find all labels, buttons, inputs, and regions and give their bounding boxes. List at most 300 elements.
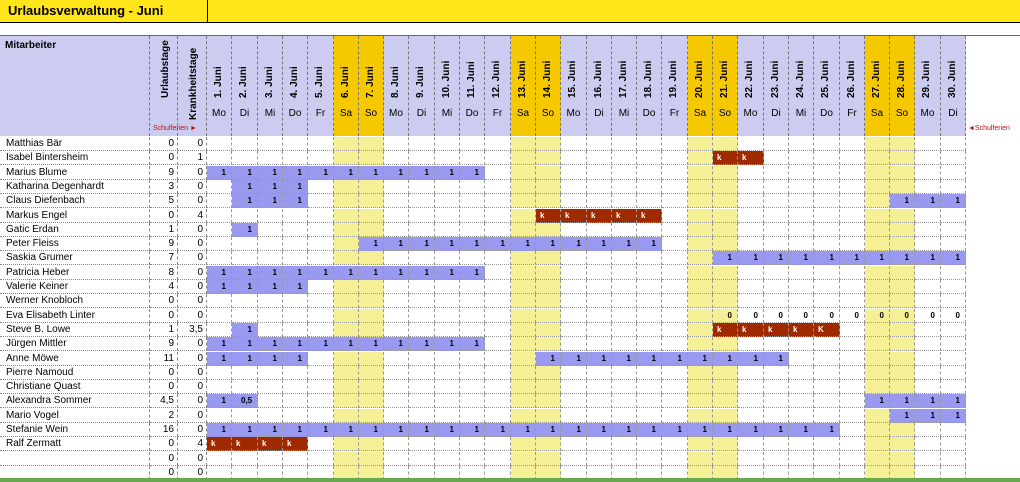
day-cell[interactable] <box>789 237 814 251</box>
day-header[interactable] <box>561 36 587 136</box>
day-cell[interactable] <box>941 280 966 294</box>
day-cell[interactable] <box>865 309 890 323</box>
sick-days-cell[interactable]: 3,5 <box>178 323 207 337</box>
day-cell[interactable] <box>587 437 612 451</box>
day-cell[interactable] <box>460 166 485 180</box>
day-cell[interactable] <box>637 423 662 437</box>
day-cell[interactable] <box>738 309 764 323</box>
day-cell[interactable] <box>435 280 460 294</box>
sick-days-cell[interactable]: 0 <box>178 309 207 323</box>
day-cell[interactable] <box>460 323 485 337</box>
day-cell[interactable] <box>840 394 865 408</box>
day-cell[interactable] <box>334 180 359 194</box>
day-cell[interactable] <box>612 323 637 337</box>
day-cell[interactable] <box>258 137 283 151</box>
day-cell[interactable] <box>308 194 334 208</box>
day-cell[interactable] <box>561 180 587 194</box>
day-cell[interactable] <box>840 309 865 323</box>
day-cell[interactable] <box>764 209 789 223</box>
sick-days-cell[interactable]: 0 <box>178 137 207 151</box>
day-cell[interactable] <box>738 151 764 165</box>
day-cell[interactable] <box>890 394 915 408</box>
day-cell[interactable] <box>612 380 637 394</box>
sick-days-cell[interactable]: 0 <box>178 380 207 394</box>
day-cell[interactable] <box>587 223 612 237</box>
day-header[interactable] <box>587 36 612 136</box>
day-cell[interactable] <box>561 352 587 366</box>
day-cell[interactable] <box>662 452 688 466</box>
day-cell[interactable] <box>915 223 941 237</box>
day-cell[interactable] <box>637 266 662 280</box>
day-cell[interactable] <box>409 266 435 280</box>
day-header[interactable] <box>536 36 561 136</box>
day-cell[interactable] <box>738 194 764 208</box>
sick-days-cell[interactable]: 1 <box>178 151 207 165</box>
day-cell[interactable] <box>941 423 966 437</box>
day-cell[interactable] <box>435 166 460 180</box>
day-cell[interactable] <box>258 309 283 323</box>
day-cell[interactable] <box>941 223 966 237</box>
day-cell[interactable] <box>915 237 941 251</box>
day-cell[interactable] <box>359 380 384 394</box>
day-cell[interactable] <box>460 309 485 323</box>
day-cell[interactable] <box>840 151 865 165</box>
day-cell[interactable] <box>890 352 915 366</box>
day-cell[interactable] <box>334 223 359 237</box>
day-cell[interactable] <box>460 409 485 423</box>
day-cell[interactable] <box>334 423 359 437</box>
day-cell[interactable] <box>258 194 283 208</box>
day-cell[interactable] <box>738 223 764 237</box>
day-cell[interactable] <box>764 180 789 194</box>
day-cell[interactable] <box>738 180 764 194</box>
day-cell[interactable] <box>536 180 561 194</box>
day-cell[interactable] <box>207 209 232 223</box>
day-cell[interactable] <box>511 151 536 165</box>
vacation-days-cell[interactable]: 16 <box>150 423 178 437</box>
day-cell[interactable] <box>384 194 409 208</box>
day-cell[interactable] <box>460 194 485 208</box>
day-cell[interactable] <box>587 266 612 280</box>
day-cell[interactable] <box>207 409 232 423</box>
day-cell[interactable] <box>662 323 688 337</box>
day-cell[interactable] <box>536 251 561 265</box>
vacation-days-cell[interactable]: 2 <box>150 409 178 423</box>
day-cell[interactable] <box>915 409 941 423</box>
day-header[interactable] <box>637 36 662 136</box>
day-cell[interactable] <box>713 309 738 323</box>
day-cell[interactable] <box>207 437 232 451</box>
day-cell[interactable] <box>612 266 637 280</box>
day-cell[interactable] <box>814 223 840 237</box>
day-cell[interactable] <box>637 380 662 394</box>
day-cell[interactable] <box>207 137 232 151</box>
day-cell[interactable] <box>334 366 359 380</box>
day-cell[interactable] <box>384 366 409 380</box>
day-cell[interactable] <box>738 251 764 265</box>
day-cell[interactable] <box>409 452 435 466</box>
day-cell[interactable] <box>207 323 232 337</box>
day-cell[interactable] <box>460 337 485 351</box>
day-cell[interactable] <box>764 137 789 151</box>
day-cell[interactable] <box>662 337 688 351</box>
day-cell[interactable] <box>511 337 536 351</box>
day-cell[interactable] <box>662 266 688 280</box>
sick-days-cell[interactable]: 0 <box>178 294 207 308</box>
day-cell[interactable] <box>207 394 232 408</box>
day-cell[interactable] <box>688 366 713 380</box>
day-cell[interactable] <box>485 266 511 280</box>
day-cell[interactable] <box>283 266 308 280</box>
day-cell[interactable] <box>435 437 460 451</box>
day-cell[interactable] <box>688 209 713 223</box>
day-cell[interactable] <box>561 209 587 223</box>
day-cell[interactable] <box>536 323 561 337</box>
day-cell[interactable] <box>587 166 612 180</box>
day-header[interactable] <box>738 36 764 136</box>
day-cell[interactable] <box>840 452 865 466</box>
employee-name-cell[interactable]: Katharina Degenhardt <box>0 180 150 194</box>
day-cell[interactable] <box>283 394 308 408</box>
day-cell[interactable] <box>865 409 890 423</box>
day-cell[interactable] <box>688 394 713 408</box>
day-cell[interactable] <box>890 137 915 151</box>
day-cell[interactable] <box>258 366 283 380</box>
day-cell[interactable] <box>283 151 308 165</box>
day-cell[interactable] <box>283 352 308 366</box>
day-cell[interactable] <box>865 266 890 280</box>
day-cell[interactable] <box>814 452 840 466</box>
day-cell[interactable] <box>511 237 536 251</box>
day-cell[interactable] <box>612 337 637 351</box>
day-cell[interactable] <box>536 409 561 423</box>
day-cell[interactable] <box>789 180 814 194</box>
day-cell[interactable] <box>207 352 232 366</box>
day-cell[interactable] <box>941 151 966 165</box>
day-cell[interactable] <box>561 309 587 323</box>
day-cell[interactable] <box>561 323 587 337</box>
day-cell[interactable] <box>258 352 283 366</box>
vacation-days-cell[interactable]: 0 <box>150 137 178 151</box>
day-cell[interactable] <box>409 380 435 394</box>
day-cell[interactable] <box>738 166 764 180</box>
day-cell[interactable] <box>789 423 814 437</box>
day-cell[interactable] <box>308 180 334 194</box>
day-cell[interactable] <box>334 352 359 366</box>
employee-name-cell[interactable]: Christiane Quast <box>0 380 150 394</box>
day-cell[interactable] <box>764 323 789 337</box>
day-cell[interactable] <box>637 151 662 165</box>
day-cell[interactable] <box>485 151 511 165</box>
day-cell[interactable] <box>688 323 713 337</box>
day-cell[interactable] <box>460 294 485 308</box>
day-header[interactable] <box>359 36 384 136</box>
day-cell[interactable] <box>915 323 941 337</box>
day-cell[interactable] <box>840 337 865 351</box>
day-cell[interactable] <box>941 352 966 366</box>
day-cell[interactable] <box>308 437 334 451</box>
day-cell[interactable] <box>384 452 409 466</box>
day-cell[interactable] <box>435 137 460 151</box>
day-cell[interactable] <box>511 366 536 380</box>
day-cell[interactable] <box>359 280 384 294</box>
day-cell[interactable] <box>283 223 308 237</box>
day-cell[interactable] <box>207 423 232 437</box>
day-cell[interactable] <box>409 237 435 251</box>
day-header[interactable] <box>890 36 915 136</box>
day-cell[interactable] <box>814 266 840 280</box>
day-cell[interactable] <box>207 380 232 394</box>
day-cell[interactable] <box>637 352 662 366</box>
day-cell[interactable] <box>814 237 840 251</box>
day-cell[interactable] <box>384 437 409 451</box>
day-cell[interactable] <box>460 223 485 237</box>
day-cell[interactable] <box>612 180 637 194</box>
day-cell[interactable] <box>334 137 359 151</box>
employee-name-cell[interactable]: Marius Blume <box>0 166 150 180</box>
day-cell[interactable] <box>258 337 283 351</box>
day-cell[interactable] <box>890 294 915 308</box>
day-cell[interactable] <box>384 280 409 294</box>
employee-name-cell[interactable]: Markus Engel <box>0 209 150 223</box>
day-cell[interactable] <box>283 323 308 337</box>
employee-name-cell[interactable]: Saskia Grumer <box>0 251 150 265</box>
day-cell[interactable] <box>637 394 662 408</box>
sick-days-cell[interactable]: 0 <box>178 394 207 408</box>
day-cell[interactable] <box>460 266 485 280</box>
day-cell[interactable] <box>536 309 561 323</box>
day-header[interactable] <box>232 36 258 136</box>
day-cell[interactable] <box>612 251 637 265</box>
day-cell[interactable] <box>637 251 662 265</box>
day-cell[interactable] <box>283 337 308 351</box>
sick-days-header[interactable] <box>178 36 207 136</box>
day-cell[interactable] <box>789 352 814 366</box>
day-cell[interactable] <box>334 452 359 466</box>
day-cell[interactable] <box>435 352 460 366</box>
day-cell[interactable] <box>890 251 915 265</box>
day-cell[interactable] <box>764 437 789 451</box>
day-cell[interactable] <box>713 437 738 451</box>
day-cell[interactable] <box>789 251 814 265</box>
day-cell[interactable] <box>485 137 511 151</box>
day-header[interactable] <box>688 36 713 136</box>
day-cell[interactable] <box>865 251 890 265</box>
day-cell[interactable] <box>384 423 409 437</box>
day-cell[interactable] <box>460 452 485 466</box>
day-cell[interactable] <box>207 180 232 194</box>
day-cell[interactable] <box>612 137 637 151</box>
day-cell[interactable] <box>207 266 232 280</box>
day-cell[interactable] <box>612 409 637 423</box>
day-cell[interactable] <box>612 209 637 223</box>
day-cell[interactable] <box>915 280 941 294</box>
day-cell[interactable] <box>637 366 662 380</box>
day-cell[interactable] <box>789 309 814 323</box>
day-cell[interactable] <box>688 280 713 294</box>
day-cell[interactable] <box>536 452 561 466</box>
day-cell[interactable] <box>207 251 232 265</box>
day-cell[interactable] <box>207 294 232 308</box>
day-cell[interactable] <box>764 394 789 408</box>
day-cell[interactable] <box>536 437 561 451</box>
day-cell[interactable] <box>561 437 587 451</box>
vacation-days-cell[interactable]: 0 <box>150 151 178 165</box>
vacation-days-cell[interactable]: 5 <box>150 194 178 208</box>
day-cell[interactable] <box>232 337 258 351</box>
sick-days-cell[interactable]: 0 <box>178 251 207 265</box>
day-cell[interactable] <box>840 251 865 265</box>
day-cell[interactable] <box>738 380 764 394</box>
day-cell[interactable] <box>359 294 384 308</box>
day-cell[interactable] <box>865 294 890 308</box>
day-cell[interactable] <box>713 223 738 237</box>
day-cell[interactable] <box>662 294 688 308</box>
day-cell[interactable] <box>258 180 283 194</box>
day-cell[interactable] <box>941 437 966 451</box>
day-cell[interactable] <box>511 380 536 394</box>
day-cell[interactable] <box>688 294 713 308</box>
day-cell[interactable] <box>511 352 536 366</box>
day-cell[interactable] <box>713 194 738 208</box>
day-cell[interactable] <box>258 323 283 337</box>
day-cell[interactable] <box>941 337 966 351</box>
day-header[interactable] <box>814 36 840 136</box>
day-cell[interactable] <box>409 437 435 451</box>
day-cell[interactable] <box>536 337 561 351</box>
day-cell[interactable] <box>915 452 941 466</box>
day-cell[interactable] <box>789 166 814 180</box>
day-cell[interactable] <box>662 423 688 437</box>
day-cell[interactable] <box>359 423 384 437</box>
day-cell[interactable] <box>637 280 662 294</box>
vacation-days-cell[interactable]: 0 <box>150 466 178 480</box>
day-cell[interactable] <box>941 380 966 394</box>
day-cell[interactable] <box>359 166 384 180</box>
day-cell[interactable] <box>738 294 764 308</box>
day-cell[interactable] <box>587 409 612 423</box>
vacation-days-cell[interactable]: 3 <box>150 180 178 194</box>
day-cell[interactable] <box>789 194 814 208</box>
day-cell[interactable] <box>435 194 460 208</box>
day-cell[interactable] <box>283 209 308 223</box>
day-cell[interactable] <box>384 209 409 223</box>
day-header[interactable] <box>207 36 232 136</box>
day-cell[interactable] <box>283 437 308 451</box>
day-cell[interactable] <box>359 452 384 466</box>
day-cell[interactable] <box>384 166 409 180</box>
day-cell[interactable] <box>941 166 966 180</box>
day-cell[interactable] <box>637 452 662 466</box>
day-cell[interactable] <box>409 280 435 294</box>
day-cell[interactable] <box>334 251 359 265</box>
day-header[interactable] <box>840 36 865 136</box>
day-cell[interactable] <box>662 309 688 323</box>
employee-name-cell[interactable]: Alexandra Sommer <box>0 394 150 408</box>
day-cell[interactable] <box>688 423 713 437</box>
day-cell[interactable] <box>258 280 283 294</box>
day-cell[interactable] <box>258 223 283 237</box>
day-cell[interactable] <box>384 151 409 165</box>
day-cell[interactable] <box>561 294 587 308</box>
day-cell[interactable] <box>561 452 587 466</box>
day-cell[interactable] <box>485 280 511 294</box>
day-cell[interactable] <box>814 166 840 180</box>
day-cell[interactable] <box>738 280 764 294</box>
day-cell[interactable] <box>890 180 915 194</box>
day-cell[interactable] <box>232 452 258 466</box>
employee-name-cell[interactable]: Ralf Zermatt <box>0 437 150 451</box>
day-cell[interactable] <box>789 323 814 337</box>
day-cell[interactable] <box>713 251 738 265</box>
day-cell[interactable] <box>485 251 511 265</box>
day-cell[interactable] <box>485 166 511 180</box>
day-cell[interactable] <box>207 366 232 380</box>
day-cell[interactable] <box>840 366 865 380</box>
day-cell[interactable] <box>308 251 334 265</box>
day-cell[interactable] <box>435 180 460 194</box>
day-cell[interactable] <box>485 366 511 380</box>
day-cell[interactable] <box>308 409 334 423</box>
day-cell[interactable] <box>713 380 738 394</box>
day-cell[interactable] <box>536 423 561 437</box>
day-cell[interactable] <box>384 309 409 323</box>
day-cell[interactable] <box>814 352 840 366</box>
day-cell[interactable] <box>814 337 840 351</box>
day-cell[interactable] <box>612 237 637 251</box>
day-cell[interactable] <box>738 352 764 366</box>
employee-name-cell[interactable]: Valerie Keiner <box>0 280 150 294</box>
day-cell[interactable] <box>764 237 789 251</box>
day-cell[interactable] <box>789 151 814 165</box>
day-cell[interactable] <box>561 237 587 251</box>
day-cell[interactable] <box>232 251 258 265</box>
sick-days-cell[interactable]: 0 <box>178 280 207 294</box>
day-cell[interactable] <box>511 423 536 437</box>
day-cell[interactable] <box>814 437 840 451</box>
day-cell[interactable] <box>334 323 359 337</box>
day-cell[interactable] <box>536 209 561 223</box>
day-cell[interactable] <box>587 380 612 394</box>
day-cell[interactable] <box>435 409 460 423</box>
day-cell[interactable] <box>511 209 536 223</box>
day-cell[interactable] <box>840 209 865 223</box>
day-cell[interactable] <box>334 294 359 308</box>
day-cell[interactable] <box>814 137 840 151</box>
day-cell[interactable] <box>915 309 941 323</box>
day-cell[interactable] <box>561 280 587 294</box>
day-cell[interactable] <box>207 280 232 294</box>
day-cell[interactable] <box>890 223 915 237</box>
day-cell[interactable] <box>789 294 814 308</box>
day-cell[interactable] <box>232 223 258 237</box>
day-cell[interactable] <box>865 323 890 337</box>
day-cell[interactable] <box>662 151 688 165</box>
day-cell[interactable] <box>258 266 283 280</box>
employee-name-cell[interactable]: Jürgen Mittler <box>0 337 150 351</box>
day-cell[interactable] <box>915 251 941 265</box>
day-cell[interactable] <box>738 266 764 280</box>
day-cell[interactable] <box>283 366 308 380</box>
day-cell[interactable] <box>814 394 840 408</box>
day-cell[interactable] <box>536 294 561 308</box>
day-cell[interactable] <box>587 352 612 366</box>
day-cell[interactable] <box>561 137 587 151</box>
day-cell[interactable] <box>915 209 941 223</box>
day-cell[interactable] <box>511 309 536 323</box>
vacation-days-cell[interactable]: 11 <box>150 352 178 366</box>
day-cell[interactable] <box>409 180 435 194</box>
